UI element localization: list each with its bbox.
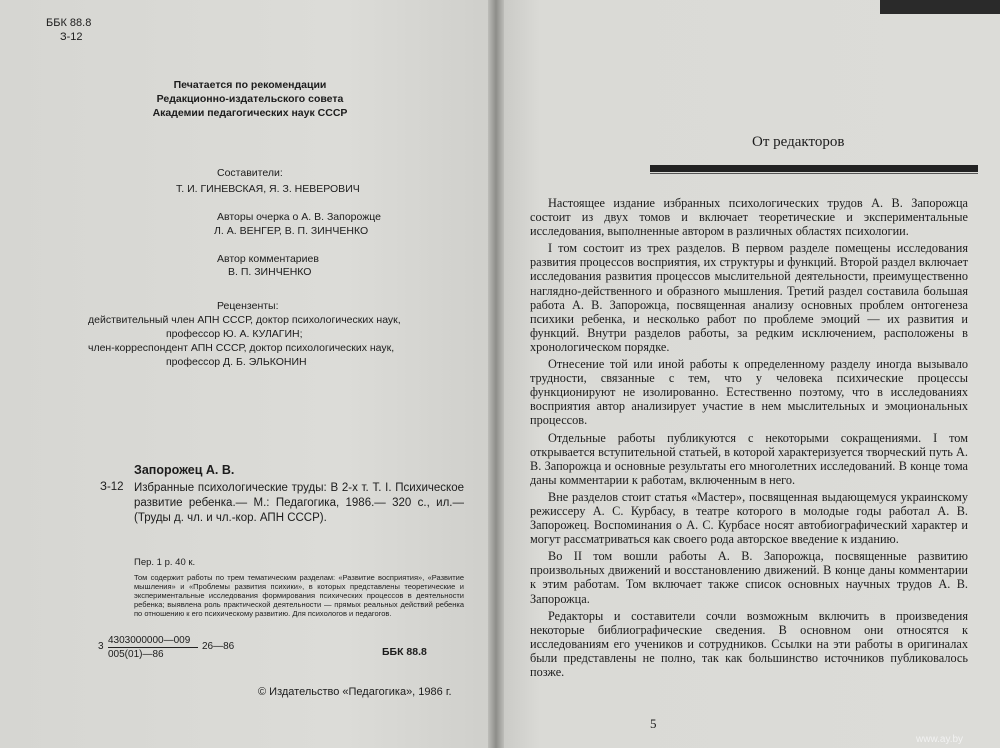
abstract: Том содержит работы по трем тематическим разделам: «Развитие восприятия», «Развитие мышления» и «Проблемы развития психики», в которых представлены теоретические и экспериментальные исследования формирования психических процессов в деятельности ребенка; выявлена роль практической деятельности — прямых реальных действий ребенка по отношению к его психическому развитию. Для психологов и педагогов.: [134, 573, 464, 618]
essay-authors: Л. А. ВЕНГЕР, В. П. ЗИНЧЕНКО: [214, 225, 369, 237]
recommendation-line: Редакционно-издательского совета: [156, 93, 344, 105]
code-top: З-12: [60, 31, 83, 43]
bbk-bottom: ББК 88.8: [382, 646, 427, 658]
code-lead: 3: [98, 641, 104, 652]
copyright: © Издательство «Педагогика», 1986 г.: [258, 686, 452, 698]
background-corner: [880, 0, 1000, 14]
essay-label: Авторы очерка о А. В. Запорожце: [217, 211, 381, 223]
reviewers-label: Рецензенты:: [217, 300, 279, 312]
compilers-names: Т. И. ГИНЕВСКАЯ, Я. З. НЕВЕРОВИЧ: [176, 183, 360, 195]
code-tail: 26—86: [202, 641, 235, 652]
editors-text: [530, 196, 968, 682]
paragraph: I том состоит из трех разделов. В первом разделе помещены исследования развития процессов восприятия, их структуры и функций. Второй раздел включает исследования развития процессов мыслительной деятельности, преимущественно наглядно-действенного и образного мышления. Третий раздел составила большая работа А. В. Запорожца, посвященная анализу основных проблем онтогенеза психики ребенка, и несколько работ по проблеме эмоций — их развития и функций. Внутри разделов работы, за редким исключением, расположены в хронологическом порядке.: [530, 241, 968, 354]
reviewer-line: профессор Ю. А. КУЛАГИН;: [166, 328, 303, 340]
reviewer-line: действительный член АПН СССР, доктор психологических наук,: [88, 314, 401, 326]
section-title: От редакторов: [752, 134, 845, 150]
title-rule: [650, 165, 978, 172]
code-fraction: [108, 634, 198, 661]
paragraph: Вне разделов стоит статья «Мастер», посвященная выдающемуся украинскому режиссеру А. С. Курбасу, в театре которого в молодые годы работал А. В. Запорожец. Воспоминания о А. С. Курбасе носят автобиографический характер и могут рассматриваться как своего рода авторское введение к изданию.: [530, 489, 968, 547]
comments-label: Автор комментариев: [217, 253, 319, 265]
price: Пер. 1 р. 40 к.: [134, 557, 196, 568]
reviewer-line: профессор Д. Б. ЭЛЬКОНИН: [166, 356, 307, 368]
recommendation-line: Печатается по рекомендации: [173, 79, 327, 91]
comments-author: В. П. ЗИНЧЕНКО: [228, 266, 312, 278]
reviewer-line: член-корреспондент АПН СССР, доктор психологических наук,: [88, 342, 395, 354]
code-denominator: 005(01)—86: [108, 649, 164, 660]
paragraph: Отнесение той или иной работы к определенному разделу иногда вызывало трудности, связанные с тем, что у человека психические процессы функционируют не изолированно. Естественно поэтому, что в исследованиях восприятия автор анализирует участие в нем мыслительных и эмоциональных процессов.: [530, 357, 968, 428]
bbk-top: ББК 88.8: [46, 17, 92, 29]
catalog-author: Запорожец А. В.: [134, 463, 235, 477]
paragraph: Настоящее издание избранных психологических трудов А. В. Запорожца состоит из двух томов и включает теоретические и экспериментальные исследования, выполненные автором в различных областях психологии.: [530, 196, 968, 239]
catalog-code: З-12: [100, 481, 124, 493]
paragraph: Во II том вошли работы А. В. Запорожца, посвященные развитию произвольных движений и восстановлению движений. В конце даны комментарии к этим работам. Том включает также список основных научных трудов А. В. Запорожца.: [530, 549, 968, 606]
bbk-code-top: [46, 16, 91, 44]
recommendation-block: [130, 78, 370, 120]
paragraph: Отдельные работы публикуются с некоторыми сокращениями. I том открывается вступительной статьей, в которой характеризуется творческий путь А. В. Запорожца и основные результаты его многолетних исследований. В конце тома даны комментарии к работам, включенным в него.: [530, 430, 968, 487]
book-gutter: [488, 0, 504, 748]
catalog-description: Избранные психологические труды: В 2-х т. Т. I. Психическое развитие ребенка.— М.: Педагогика, 1986.— 320 с., ил.— (Труды д. чл. и чл.-кор. АПН СССР).: [134, 482, 464, 524]
page-number: 5: [650, 716, 657, 731]
code-numerator: 4303000000—009: [108, 634, 198, 648]
paragraph: Редакторы и составители сочли возможным включить в произведения некоторые библиографические сведения. В основном они относятся к исследованиям его учеников и сотрудников. Ссылки на эти работы в оригиналах были представлены не полно, так как большинство источников публиковалось позже.: [530, 608, 968, 679]
compilers-label: Составители:: [217, 167, 283, 179]
title-rule-thin: [650, 173, 978, 174]
recommendation-line: Академии педагогических наук СССР: [152, 107, 348, 119]
watermark: www.ay.by: [916, 734, 964, 745]
